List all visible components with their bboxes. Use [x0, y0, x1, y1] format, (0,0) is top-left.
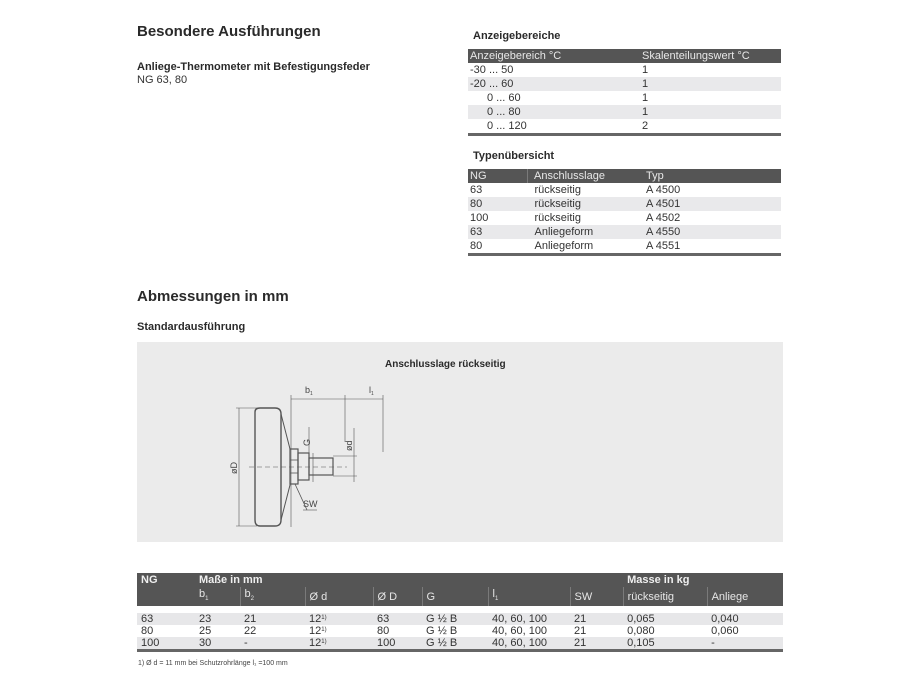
- table-row: [137, 625, 783, 637]
- column-header: NG: [468, 169, 528, 183]
- column-header: [137, 587, 195, 606]
- footnote: 1) Ø d = 11 mm bei Schutzrohrlänge l₁ =100 mm: [138, 660, 288, 667]
- thermometer-drawing-icon: [137, 342, 783, 542]
- cell-scale: 2: [640, 119, 781, 135]
- table-row: [468, 211, 781, 225]
- cell-SW: 21: [574, 625, 587, 638]
- cell-typ: A 4501: [644, 197, 781, 211]
- cell-typ: A 4551: [644, 239, 781, 255]
- column-header-l1: $l_1$: [488, 587, 570, 606]
- table-row: [468, 91, 781, 105]
- cell-scale: 1: [642, 64, 649, 76]
- column-header-G: G: [422, 587, 488, 606]
- column-header-b1: $b_1$: [195, 587, 240, 606]
- column-header: Anschlusslage: [528, 169, 645, 183]
- cell-scale: 1: [640, 105, 781, 119]
- product-title: Anliege-Thermometer mit Befestigungsfeder: [137, 61, 370, 73]
- anzeigebereiche-title: Anzeigebereiche: [473, 30, 561, 42]
- cell-scale: 1: [640, 77, 781, 91]
- svg-text:l1: $l_1$: [369, 385, 374, 397]
- cell-D: 63: [373, 613, 422, 625]
- table-group-header-row: [137, 573, 783, 587]
- cell-b1: 30: [195, 637, 240, 651]
- cell-typ: A 4550: [644, 225, 781, 239]
- cell-ng: 100: [137, 637, 195, 651]
- cell-ng: 80: [141, 625, 154, 638]
- cell-ng: 63: [468, 225, 528, 239]
- dimensions-table: [137, 573, 783, 652]
- table-header-row: [468, 49, 781, 63]
- svg-text:SW: SW: [303, 499, 318, 509]
- table-row: [468, 105, 781, 119]
- typenuebersicht-title: Typenübersicht: [473, 150, 555, 162]
- typenuebersicht-table: [468, 169, 781, 256]
- table-header-row: [137, 587, 783, 606]
- cell-rueckseitig: 0,065: [623, 613, 707, 625]
- column-header-D: Ø D: [373, 587, 422, 606]
- cell-scale: 1: [642, 92, 649, 104]
- cell-b2: -: [240, 637, 305, 651]
- cell-anliege: -: [707, 637, 783, 651]
- column-group-weight: Masse in kg: [623, 573, 783, 587]
- cell-anliege: 0,060: [711, 625, 739, 638]
- table-row: [468, 77, 781, 91]
- table-row: [468, 183, 781, 197]
- column-header-SW: SW: [570, 587, 623, 606]
- drawing-caption: Anschlusslage rückseitig: [385, 359, 506, 370]
- cell-rueckseitig: 0,080: [627, 625, 655, 638]
- cell-d: 12$^{1)}$: [309, 625, 327, 638]
- cell-ng: 63: [470, 184, 483, 196]
- cell-anschlusslage: rückseitig: [528, 197, 645, 211]
- cell-b2: 21: [240, 613, 305, 625]
- cell-anschlusslage: rückseitig: [534, 212, 581, 224]
- cell-typ: A 4502: [646, 212, 681, 224]
- column-header-d: Ø d: [305, 587, 373, 606]
- cell-range: -20 ... 60: [468, 77, 640, 91]
- cell-range: -30 ... 50: [470, 64, 514, 76]
- cell-D: 80: [377, 625, 390, 638]
- column-header-rueckseitig: rückseitig: [623, 587, 707, 606]
- table-row: [468, 225, 781, 239]
- cell-anschlusslage: Anliegeform: [528, 239, 645, 255]
- table-row: [468, 63, 781, 77]
- column-header-b2: $b_2$: [240, 587, 305, 606]
- abmessungen-subtitle: Standardausführung: [137, 321, 246, 333]
- cell-d: 12$^{1)}$: [305, 637, 373, 651]
- table-row: [468, 239, 781, 255]
- column-group-dimensions: Maße in mm: [195, 573, 623, 587]
- section-title: Besondere Ausführungen: [137, 23, 321, 40]
- table-row: [468, 119, 781, 135]
- table-row: [468, 197, 781, 211]
- cell-b1: 23: [195, 613, 240, 625]
- cell-range: 0 ... 120: [468, 119, 640, 135]
- cell-anschlusslage: rückseitig: [534, 184, 581, 196]
- cell-ng: 100: [470, 212, 489, 224]
- product-sizes: NG 63, 80: [137, 74, 188, 86]
- cell-G: G ½ B: [426, 625, 458, 638]
- cell-d: 12$^{1)}$: [305, 613, 373, 625]
- table-row: [137, 613, 783, 625]
- cell-anliege: 0,040: [707, 613, 783, 625]
- cell-G: G ½ B: [422, 637, 488, 651]
- table-spacer-row: [137, 606, 783, 613]
- column-header: Skalenteilungswert °C: [640, 49, 781, 63]
- svg-text:b1: $b_1$: [305, 385, 313, 397]
- column-header-anliege: Anliege: [707, 587, 783, 606]
- cell-rueckseitig: 0,105: [623, 637, 707, 651]
- cell-range: 0 ... 60: [487, 92, 521, 104]
- svg-text:ød: ød: [344, 440, 354, 451]
- table-row: [137, 637, 783, 651]
- column-header: Typ: [644, 169, 781, 183]
- svg-text:øD: øD: [229, 462, 239, 474]
- cell-range: 0 ... 80: [468, 105, 640, 119]
- cell-l1: 40, 60, 100: [492, 625, 548, 638]
- cell-G: G ½ B: [422, 613, 488, 625]
- column-header-ng: NG: [137, 573, 195, 587]
- abmessungen-title: Abmessungen in mm: [137, 288, 289, 305]
- cell-l1: 40, 60, 100: [488, 637, 570, 651]
- cell-l1: 40, 60, 100: [488, 613, 570, 625]
- cell-b1: 25: [199, 625, 212, 638]
- svg-text:G: G: [302, 438, 312, 446]
- cell-anschlusslage: Anliegeform: [528, 225, 645, 239]
- cell-ng: 63: [137, 613, 195, 625]
- cell-ng: 80: [468, 239, 528, 255]
- technical-drawing-panel: [137, 342, 783, 542]
- cell-typ: A 4500: [646, 184, 681, 196]
- column-header: Anzeigebereich °C: [468, 49, 640, 63]
- cell-SW: 21: [570, 637, 623, 651]
- cell-b2: 22: [244, 625, 257, 638]
- cell-SW: 21: [570, 613, 623, 625]
- cell-ng: 80: [468, 197, 528, 211]
- cell-D: 100: [373, 637, 422, 651]
- anzeigebereiche-table: [468, 49, 781, 136]
- table-header-row: [468, 169, 781, 183]
